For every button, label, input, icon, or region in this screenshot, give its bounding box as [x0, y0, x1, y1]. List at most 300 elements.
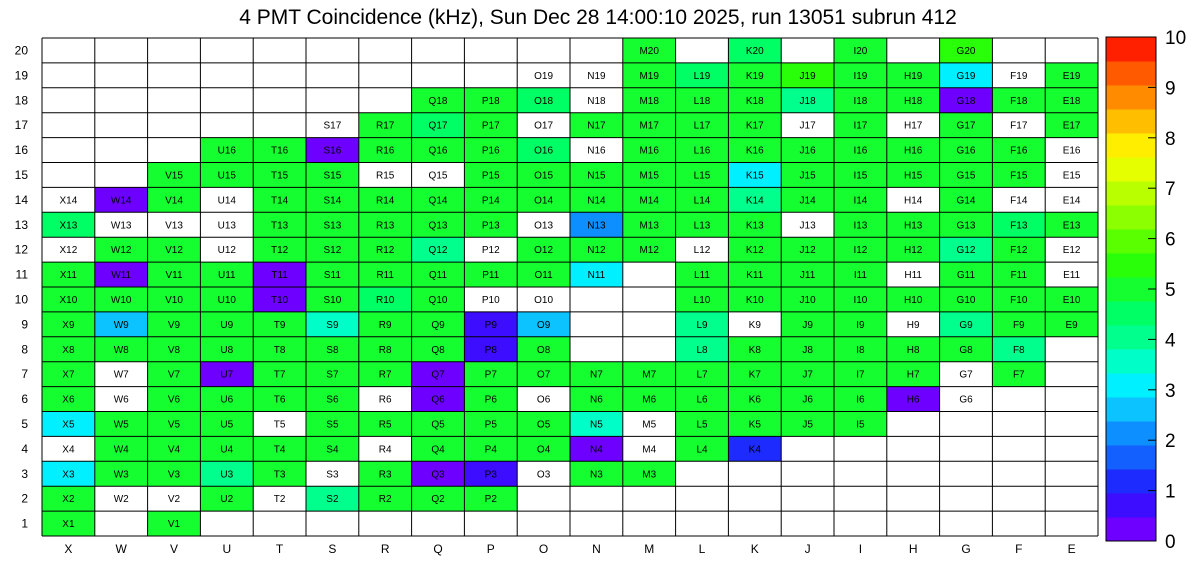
cell-label: N5	[590, 419, 603, 431]
heatmap-cell	[570, 38, 623, 63]
cell-label: G20	[956, 45, 976, 57]
cell-label: K20	[745, 45, 764, 57]
cell-label: M20	[639, 45, 659, 57]
cell-label: L4	[696, 444, 708, 456]
cell-label: K13	[745, 220, 764, 232]
colorbar-segment	[1106, 325, 1156, 350]
cell-label: R9	[378, 319, 392, 331]
cell-label: F13	[1010, 220, 1028, 232]
cell-label: F8	[1012, 344, 1025, 356]
cell-label: P3	[484, 469, 497, 481]
cell-label: J12	[799, 245, 816, 257]
heatmap-cell	[834, 436, 887, 461]
chart-title: 4 PMT Coincidence (kHz), Sun Dec 28 14:00:10 2025, run 13051 subrun 412	[239, 6, 957, 29]
colorbar-segment	[1106, 349, 1156, 374]
x-tick-label: H	[908, 542, 918, 556]
heatmap-cell	[359, 511, 412, 536]
cell-label: U2	[220, 494, 234, 506]
heatmap-cell	[464, 63, 517, 88]
cell-label: X13	[59, 220, 78, 232]
cell-label: S12	[323, 245, 342, 257]
cell-label: X1	[62, 519, 75, 531]
cell-label: M5	[642, 419, 657, 431]
y-tick-label: 14	[14, 192, 28, 207]
cell-label: F14	[1010, 195, 1028, 207]
cell-label: V6	[167, 394, 181, 406]
colorbar-segment	[1106, 229, 1156, 254]
cell-label: T16	[270, 145, 289, 157]
cell-label: M12	[639, 245, 659, 257]
heatmap-cell	[887, 412, 940, 437]
heatmap-cell	[42, 138, 95, 163]
cell-label: R3	[378, 469, 392, 481]
y-tick-label: 11	[15, 267, 28, 282]
cell-label: L14	[693, 195, 711, 207]
cell-label: I15	[853, 170, 868, 182]
heatmap-cell	[728, 461, 781, 486]
heatmap-cell	[676, 486, 729, 511]
y-tick-label: 2	[21, 491, 28, 506]
y-tick-label: 13	[14, 217, 28, 232]
cell-label: W6	[113, 394, 129, 406]
heatmap-cell	[1045, 486, 1098, 511]
colorbar-tick-label: 2	[1165, 431, 1176, 453]
heatmap-cell	[412, 63, 465, 88]
cell-label: I7	[856, 369, 865, 381]
cell-label: L10	[693, 294, 711, 306]
cell-label: U5	[220, 419, 234, 431]
heatmap-cell	[253, 63, 306, 88]
heatmap-cell	[623, 287, 676, 312]
cell-label: U12	[217, 245, 236, 257]
cell-label: K6	[748, 394, 761, 406]
colorbar-segment	[1106, 181, 1156, 206]
x-tick-label: M	[644, 542, 655, 556]
cell-label: K14	[745, 195, 764, 207]
heatmap-cell	[623, 262, 676, 287]
cell-label: N19	[587, 70, 606, 82]
heatmap-cell	[359, 38, 412, 63]
colorbar-segment	[1106, 205, 1156, 230]
cell-label: U16	[217, 145, 236, 157]
cell-label: H6	[906, 394, 920, 406]
cell-label: E11	[1063, 270, 1081, 282]
x-tick-label: L	[698, 542, 706, 556]
colorbar-segment	[1106, 253, 1156, 278]
cell-label: J6	[802, 394, 813, 406]
cell-label: S7	[326, 369, 339, 381]
cell-label: R16	[376, 145, 395, 157]
cell-label: G19	[956, 70, 976, 82]
heatmap-cell	[887, 461, 940, 486]
x-tick-label: K	[750, 542, 759, 556]
y-tick-label: 8	[21, 342, 28, 357]
heatmap-cell	[1045, 387, 1098, 412]
cell-label: W2	[113, 494, 129, 506]
heatmap-cell	[1045, 362, 1098, 387]
cell-label: O11	[534, 270, 553, 282]
heatmap-cell	[42, 63, 95, 88]
colorbar-tick-label: 6	[1165, 229, 1176, 251]
cell-label: L13	[693, 220, 711, 232]
cell-label: P6	[484, 394, 497, 406]
cell-label: L17	[693, 120, 711, 132]
cell-label: M7	[642, 369, 657, 381]
cell-label: R11	[376, 270, 395, 282]
x-tick-label: P	[486, 542, 495, 556]
cell-label: W12	[110, 245, 132, 257]
cell-label: K19	[745, 70, 764, 82]
heatmap-cell	[887, 436, 940, 461]
heatmap-cell	[940, 511, 993, 536]
x-tick-label: R	[380, 542, 390, 556]
colorbar-tick-label: 0	[1165, 532, 1176, 553]
cell-label: I16	[853, 145, 868, 157]
cell-label: H13	[904, 220, 923, 232]
cell-label: X11	[59, 270, 77, 282]
x-tick-label: O	[538, 542, 549, 556]
cell-label: N15	[587, 170, 606, 182]
y-tick-label: 6	[21, 392, 28, 407]
colorbar-tick-label: 7	[1165, 179, 1176, 201]
cell-label: H9	[906, 319, 920, 331]
heatmap-cell	[781, 511, 834, 536]
colorbar-tick-label: 10	[1165, 28, 1187, 49]
heatmap-cell	[412, 38, 465, 63]
y-tick-label: 12	[14, 242, 28, 257]
cell-label: Q18	[428, 95, 448, 107]
heatmap-cell	[359, 88, 412, 113]
cell-label: P4	[484, 444, 497, 456]
cell-label: V5	[167, 419, 181, 431]
cell-label: E12	[1062, 245, 1081, 257]
cell-label: E16	[1062, 145, 1081, 157]
cell-label: V9	[167, 319, 181, 331]
cell-label: N17	[587, 120, 606, 132]
cell-label: J18	[799, 95, 816, 107]
cell-label: G17	[956, 120, 976, 132]
cell-label: S5	[326, 419, 339, 431]
cell-label: N11	[587, 270, 606, 282]
cell-label: P9	[484, 319, 497, 331]
y-tick-label: 15	[14, 167, 28, 182]
cell-label: J9	[802, 319, 813, 331]
cell-label: P16	[481, 145, 500, 157]
x-tick-label: E	[1067, 542, 1076, 556]
cell-label: E15	[1062, 170, 1081, 182]
cell-label: S8	[326, 344, 339, 356]
x-tick-label: T	[275, 542, 284, 556]
cell-label: O7	[536, 369, 551, 381]
cell-label: K12	[745, 245, 764, 257]
cell-label: P7	[484, 369, 497, 381]
cell-label: W3	[113, 469, 129, 481]
cell-label: K11	[746, 270, 764, 282]
cell-label: T6	[273, 394, 286, 406]
colorbar-tick-label: 8	[1165, 128, 1176, 150]
cell-label: O6	[536, 394, 551, 406]
cell-label: Q10	[428, 294, 448, 306]
cell-label: P14	[481, 195, 500, 207]
heatmap-cell	[623, 312, 676, 337]
cell-label: I19	[853, 70, 868, 82]
cell-label: M6	[642, 394, 657, 406]
heatmap-cell	[359, 63, 412, 88]
heatmap-cell	[464, 511, 517, 536]
heatmap-cell	[1045, 38, 1098, 63]
cell-label: T2	[273, 494, 286, 506]
x-tick-label: N	[592, 542, 601, 556]
heatmap-cell	[517, 511, 570, 536]
cell-label: O19	[534, 70, 554, 82]
cell-label: V7	[167, 369, 181, 381]
cell-label: K5	[748, 419, 761, 431]
cell-label: P17	[481, 120, 500, 132]
cell-label: K18	[745, 95, 764, 107]
heatmap-cell	[992, 38, 1045, 63]
heatmap-cell	[42, 163, 95, 188]
cell-label: H16	[904, 145, 923, 157]
heatmap-cell	[42, 38, 95, 63]
cell-label: S15	[323, 170, 342, 182]
cell-label: W4	[113, 444, 129, 456]
cell-label: F16	[1010, 145, 1028, 157]
cell-label: V10	[165, 294, 183, 306]
heatmap-cell	[148, 63, 201, 88]
cell-label: U6	[220, 394, 234, 406]
cell-label: F18	[1010, 95, 1028, 107]
heatmap-cell	[570, 511, 623, 536]
cell-label: X2	[62, 494, 75, 506]
cell-label: X14	[59, 195, 78, 207]
cell-label: Q17	[428, 120, 448, 132]
cell-label: V8	[167, 344, 181, 356]
cell-label: E19	[1062, 70, 1081, 82]
cell-label: R13	[376, 220, 395, 232]
colorbar-tick-label: 4	[1165, 330, 1176, 352]
colorbar	[1106, 28, 1186, 553]
cell-label: H10	[904, 294, 923, 306]
cell-label: Q7	[431, 369, 445, 381]
heatmap-cell	[992, 387, 1045, 412]
cell-label: W13	[110, 220, 132, 232]
cell-label: N14	[587, 195, 606, 207]
cell-label: N7	[590, 369, 603, 381]
cell-label: G7	[959, 369, 973, 381]
cell-label: T15	[270, 170, 289, 182]
heatmap-cell	[148, 113, 201, 138]
colorbar-tick-label: 1	[1165, 481, 1176, 503]
cell-label: I13	[853, 220, 868, 232]
heatmap-cell	[1045, 412, 1098, 437]
cell-label: K8	[748, 344, 761, 356]
heatmap-cell	[517, 38, 570, 63]
heatmap-cell	[148, 38, 201, 63]
cell-label: R6	[378, 394, 392, 406]
cell-label: Q11	[428, 270, 448, 282]
cell-label: Q14	[428, 195, 448, 207]
cell-label: I17	[853, 120, 868, 132]
cell-label: V12	[165, 245, 183, 257]
heatmap-cell	[834, 486, 887, 511]
cell-label: K4	[748, 444, 761, 456]
cell-label: O13	[534, 220, 554, 232]
cell-label: X10	[59, 294, 78, 306]
cell-label: U8	[220, 344, 234, 356]
cell-label: R4	[378, 444, 392, 456]
cell-label: S14	[323, 195, 342, 207]
cell-label: S3	[326, 469, 339, 481]
heatmap-cell	[887, 511, 940, 536]
cell-label: N4	[590, 444, 603, 456]
heatmap-cell	[42, 88, 95, 113]
cell-label: V1	[167, 519, 181, 531]
y-tick-label: 9	[21, 317, 28, 332]
heatmap-cell	[306, 38, 359, 63]
cell-label: I20	[853, 45, 868, 57]
x-axis-labels	[64, 542, 1075, 556]
cell-label: R10	[376, 294, 395, 306]
cell-label: F9	[1012, 319, 1025, 331]
heatmap-cell	[306, 88, 359, 113]
colorbar-segment	[1106, 397, 1156, 422]
heatmap-cell	[940, 486, 993, 511]
heatmap-cell	[306, 63, 359, 88]
heatmap-cell	[517, 486, 570, 511]
cell-label: G12	[956, 245, 976, 257]
cell-label: X4	[62, 444, 75, 456]
heatmap-cell	[623, 511, 676, 536]
cell-label: M14	[639, 195, 659, 207]
cell-label: T13	[270, 220, 289, 232]
cell-label: W7	[113, 369, 129, 381]
x-tick-label: F	[1015, 542, 1023, 556]
heatmap-cell	[253, 113, 306, 138]
cell-label: Q4	[431, 444, 445, 456]
cell-label: E9	[1065, 319, 1078, 331]
cell-label: N12	[587, 245, 606, 257]
cell-label: S2	[326, 494, 339, 506]
cell-label: V2	[167, 494, 181, 506]
cell-label: S13	[323, 220, 342, 232]
heatmap-cell	[306, 511, 359, 536]
cell-label: R8	[378, 344, 392, 356]
cell-label: T4	[273, 444, 286, 456]
colorbar-segment	[1106, 61, 1156, 86]
cell-label: G18	[956, 95, 976, 107]
cell-label: H14	[904, 195, 923, 207]
x-tick-label: G	[961, 542, 971, 556]
cell-label: U14	[217, 195, 236, 207]
heatmap-cell	[781, 38, 834, 63]
heatmap-cell	[992, 486, 1045, 511]
cell-label: N16	[587, 145, 606, 157]
cell-label: R7	[378, 369, 392, 381]
cell-label: K7	[748, 369, 761, 381]
y-tick-label: 7	[21, 367, 28, 382]
cell-label: F11	[1010, 270, 1028, 282]
cell-label: R12	[376, 245, 395, 257]
colorbar-segment	[1106, 445, 1156, 470]
cell-label: N13	[587, 220, 606, 232]
heatmap-cell	[253, 38, 306, 63]
heatmap-cell	[1045, 436, 1098, 461]
cell-label: S11	[323, 270, 341, 282]
cell-label: T8	[273, 344, 286, 356]
cell-label: R2	[378, 494, 392, 506]
x-tick-label: U	[222, 542, 232, 556]
cell-label: O16	[534, 145, 554, 157]
cell-label: Q12	[428, 245, 448, 257]
heatmap-cell	[887, 486, 940, 511]
cell-label: P5	[484, 419, 497, 431]
cell-label: W5	[113, 419, 129, 431]
cell-label: L6	[696, 394, 708, 406]
heatmap-cell	[200, 88, 253, 113]
heatmap-cell	[887, 38, 940, 63]
cell-label: O5	[536, 419, 551, 431]
y-tick-label: 1	[21, 516, 28, 531]
colorbar-tick-label: 9	[1165, 78, 1176, 100]
cell-label: X7	[62, 369, 75, 381]
cell-label: V15	[165, 170, 183, 182]
cell-label: H15	[904, 170, 923, 182]
cell-label: L8	[696, 344, 708, 356]
cell-label: X9	[62, 319, 75, 331]
heatmap-cell	[200, 113, 253, 138]
cell-label: S6	[326, 394, 339, 406]
heatmap-cell	[570, 287, 623, 312]
cell-label: J16	[799, 145, 816, 157]
cell-label: J14	[799, 195, 816, 207]
colorbar-segment	[1106, 517, 1156, 542]
heatmap-cell	[95, 163, 148, 188]
cell-label: U3	[220, 469, 234, 481]
cell-label: P11	[482, 270, 500, 282]
cell-label: I10	[853, 294, 868, 306]
cell-label: P18	[481, 95, 500, 107]
heatmap-cell	[200, 38, 253, 63]
cell-label: Q5	[431, 419, 445, 431]
cell-label: H7	[906, 369, 920, 381]
cell-label: W9	[113, 319, 129, 331]
cell-label: W14	[110, 195, 132, 207]
heatmap-cell	[676, 511, 729, 536]
cell-label: U10	[217, 294, 236, 306]
cell-label: N6	[590, 394, 603, 406]
cell-label: F7	[1012, 369, 1025, 381]
cell-label: G14	[956, 195, 976, 207]
cell-label: E18	[1062, 95, 1081, 107]
y-tick-label: 20	[14, 43, 28, 58]
x-tick-label: S	[328, 542, 337, 556]
x-tick-label: Q	[433, 542, 443, 556]
cell-label: T14	[270, 195, 289, 207]
cell-label: M13	[639, 220, 659, 232]
colorbar-segment	[1106, 157, 1156, 182]
cell-label: R5	[378, 419, 392, 431]
cell-label: P15	[481, 170, 500, 182]
cell-label: Q8	[431, 344, 445, 356]
heatmap-cell	[623, 337, 676, 362]
y-axis-labels	[15, 43, 29, 530]
cell-label: M15	[639, 170, 659, 182]
heatmap-cell	[95, 138, 148, 163]
cell-label: J5	[802, 419, 813, 431]
cell-label: O10	[534, 294, 554, 306]
colorbar-segment	[1106, 373, 1156, 398]
heatmap-cell	[570, 486, 623, 511]
